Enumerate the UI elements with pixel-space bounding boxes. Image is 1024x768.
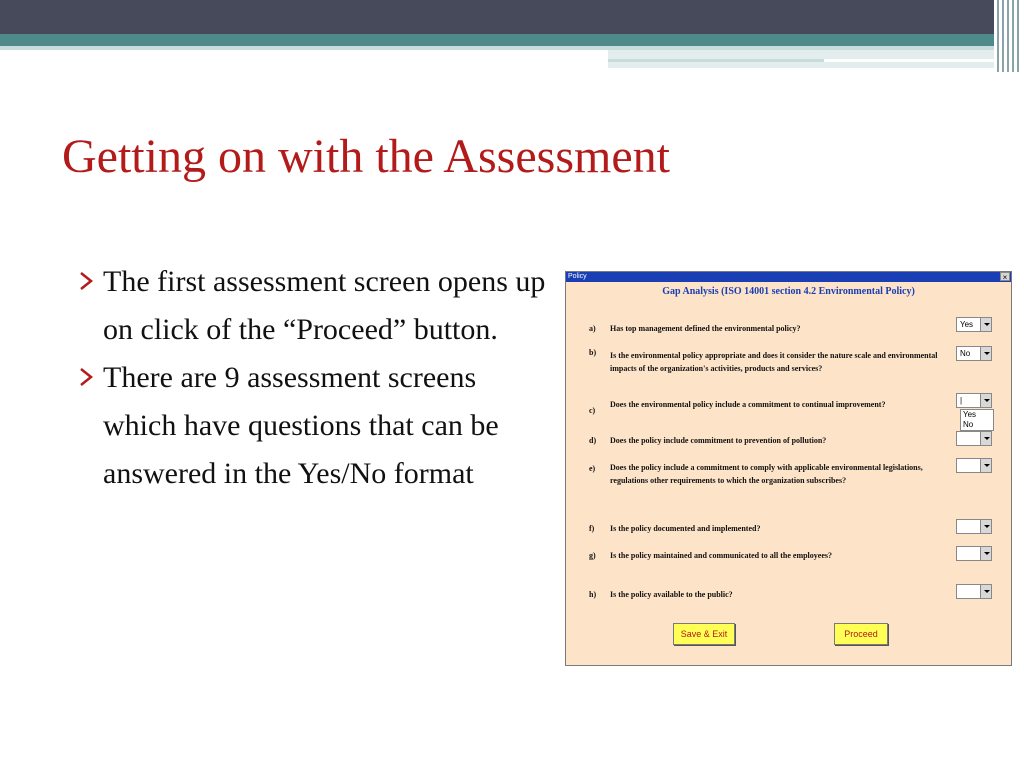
question-text: Does the policy include a commitment to comply with applicable environmental legislations, regulations other requirements to which the organization subscribes? [610,463,923,485]
arrow-bullet-icon [76,270,96,292]
question-text: Is the policy documented and implemented? [610,524,761,533]
answer-select[interactable] [956,431,992,446]
bullet-list [76,258,546,498]
chevron-down-icon[interactable] [980,318,991,331]
policy-dialog [565,271,1012,666]
question-letter: c) [589,406,596,415]
slide-accent-bar [0,34,1024,46]
answer-select[interactable] [956,546,992,561]
slide-accent-line [608,50,1000,59]
answer-select[interactable] [956,346,992,361]
bullet-item [76,354,546,498]
dialog-titlebar [566,272,1011,282]
proceed-button[interactable]: Proceed [834,623,888,645]
chevron-down-icon[interactable] [980,347,991,360]
answer-select[interactable] [956,584,992,599]
chevron-down-icon[interactable] [980,520,991,533]
question-letter: d) [589,436,597,445]
answer-value: | [960,396,963,405]
question-letter: h) [589,590,597,599]
question-text: Is the environmental policy appropriate and does it consider the nature scale and environmental impacts of the organization's activities, products and services? [610,351,938,373]
bullet-text: There are 9 assessment screens which have questions that can be answered in the Yes/No format [103,361,499,490]
question-text: Does the policy include commitment to prevention of pollution? [610,436,827,445]
dropdown-option-yes[interactable]: Yes [963,410,977,419]
bullet-item [76,258,546,354]
answer-value: No [960,349,971,358]
bullet-text: The first assessment screen opens up on click of the “Proceed” button. [103,265,546,346]
question-text: Is the policy available to the public? [610,590,733,599]
close-icon[interactable]: × [1000,272,1010,281]
chevron-down-icon[interactable] [980,459,991,472]
chevron-down-icon[interactable] [980,585,991,598]
question-letter: g) [589,551,596,560]
question-text: Does the environmental policy include a commitment to continual improvement? [610,400,886,409]
question-letter: f) [589,524,595,533]
save-exit-button[interactable]: Save & Exit [673,623,735,645]
slide-top-bar [0,0,1024,34]
question-text: Is the policy maintained and communicated to all the employees? [610,551,832,560]
answer-select[interactable] [956,317,992,332]
question-letter: a) [589,324,596,333]
answer-dropdown-list [960,409,994,431]
dialog-title: Policy [568,273,587,280]
slide-corner-stripes [994,0,1024,72]
chevron-down-icon[interactable] [980,432,991,445]
question-letter: e) [589,464,596,473]
answer-select[interactable] [956,458,992,473]
arrow-bullet-icon [76,366,96,388]
dialog-heading: Gap Analysis (ISO 14001 section 4.2 Environmental Policy) [662,286,915,297]
answer-select[interactable] [956,393,992,408]
dropdown-option-no[interactable]: No [963,420,974,429]
answer-value: Yes [960,320,974,329]
slide-title: Getting on with the Assessment [62,130,670,183]
question-text: Has top management defined the environmental policy? [610,324,801,333]
question-letter: b) [589,348,597,357]
chevron-down-icon[interactable] [980,394,991,407]
slide-accent-line [608,62,1000,68]
chevron-down-icon[interactable] [980,547,991,560]
answer-select[interactable] [956,519,992,534]
